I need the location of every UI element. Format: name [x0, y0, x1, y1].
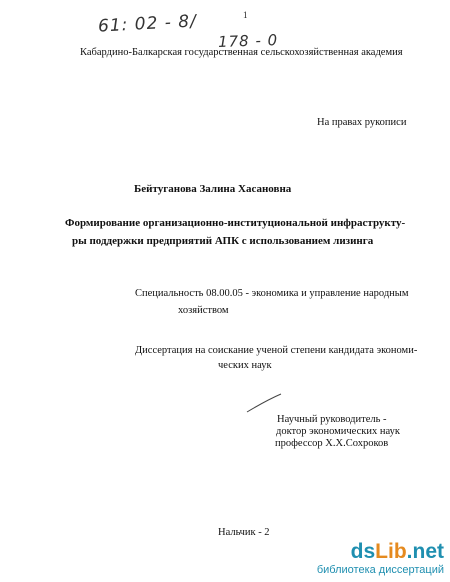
- watermark-subtitle: библиотека диссертаций: [316, 564, 444, 576]
- dslib-watermark: [317, 541, 444, 576]
- signature-stroke: [245, 392, 285, 416]
- thesis-title-line-2: ры поддержки предприятий АПК с использованием лизинга: [72, 235, 374, 247]
- supervisor-line-2: доктор экономических наук: [276, 426, 400, 437]
- supervisor-line-3: профессор Х.Х.Сохроков: [275, 438, 389, 449]
- degree-line-2: ческих наук: [218, 360, 272, 371]
- supervisor-line-1: Научный руководитель -: [277, 414, 387, 425]
- specialty-line-1: Специальность 08.00.05 - экономика и управление народным: [135, 288, 409, 299]
- handwritten-code: 178 - 0: [217, 30, 279, 52]
- handwritten-archive-number: 61: 02 - 8/: [97, 11, 198, 37]
- rights-notice: На правах рукописи: [317, 117, 407, 128]
- specialty-line-2: хозяйством: [178, 305, 229, 316]
- academy-name: Кабардино-Балкарская государственная сельскохозяйственная академия: [80, 47, 403, 58]
- degree-line-1: Диссертация на соискание ученой степени кандидата экономи-: [135, 345, 418, 356]
- watermark-logo: dsLib.net: [350, 540, 444, 563]
- page-number: 1: [243, 10, 248, 20]
- author-name: Бейтуганова Залина Хасановна: [134, 183, 292, 195]
- city-year: Нальчик - 2: [218, 527, 270, 538]
- thesis-title-line-1: Формирование организационно-институциональной инфраструкту-: [65, 217, 406, 229]
